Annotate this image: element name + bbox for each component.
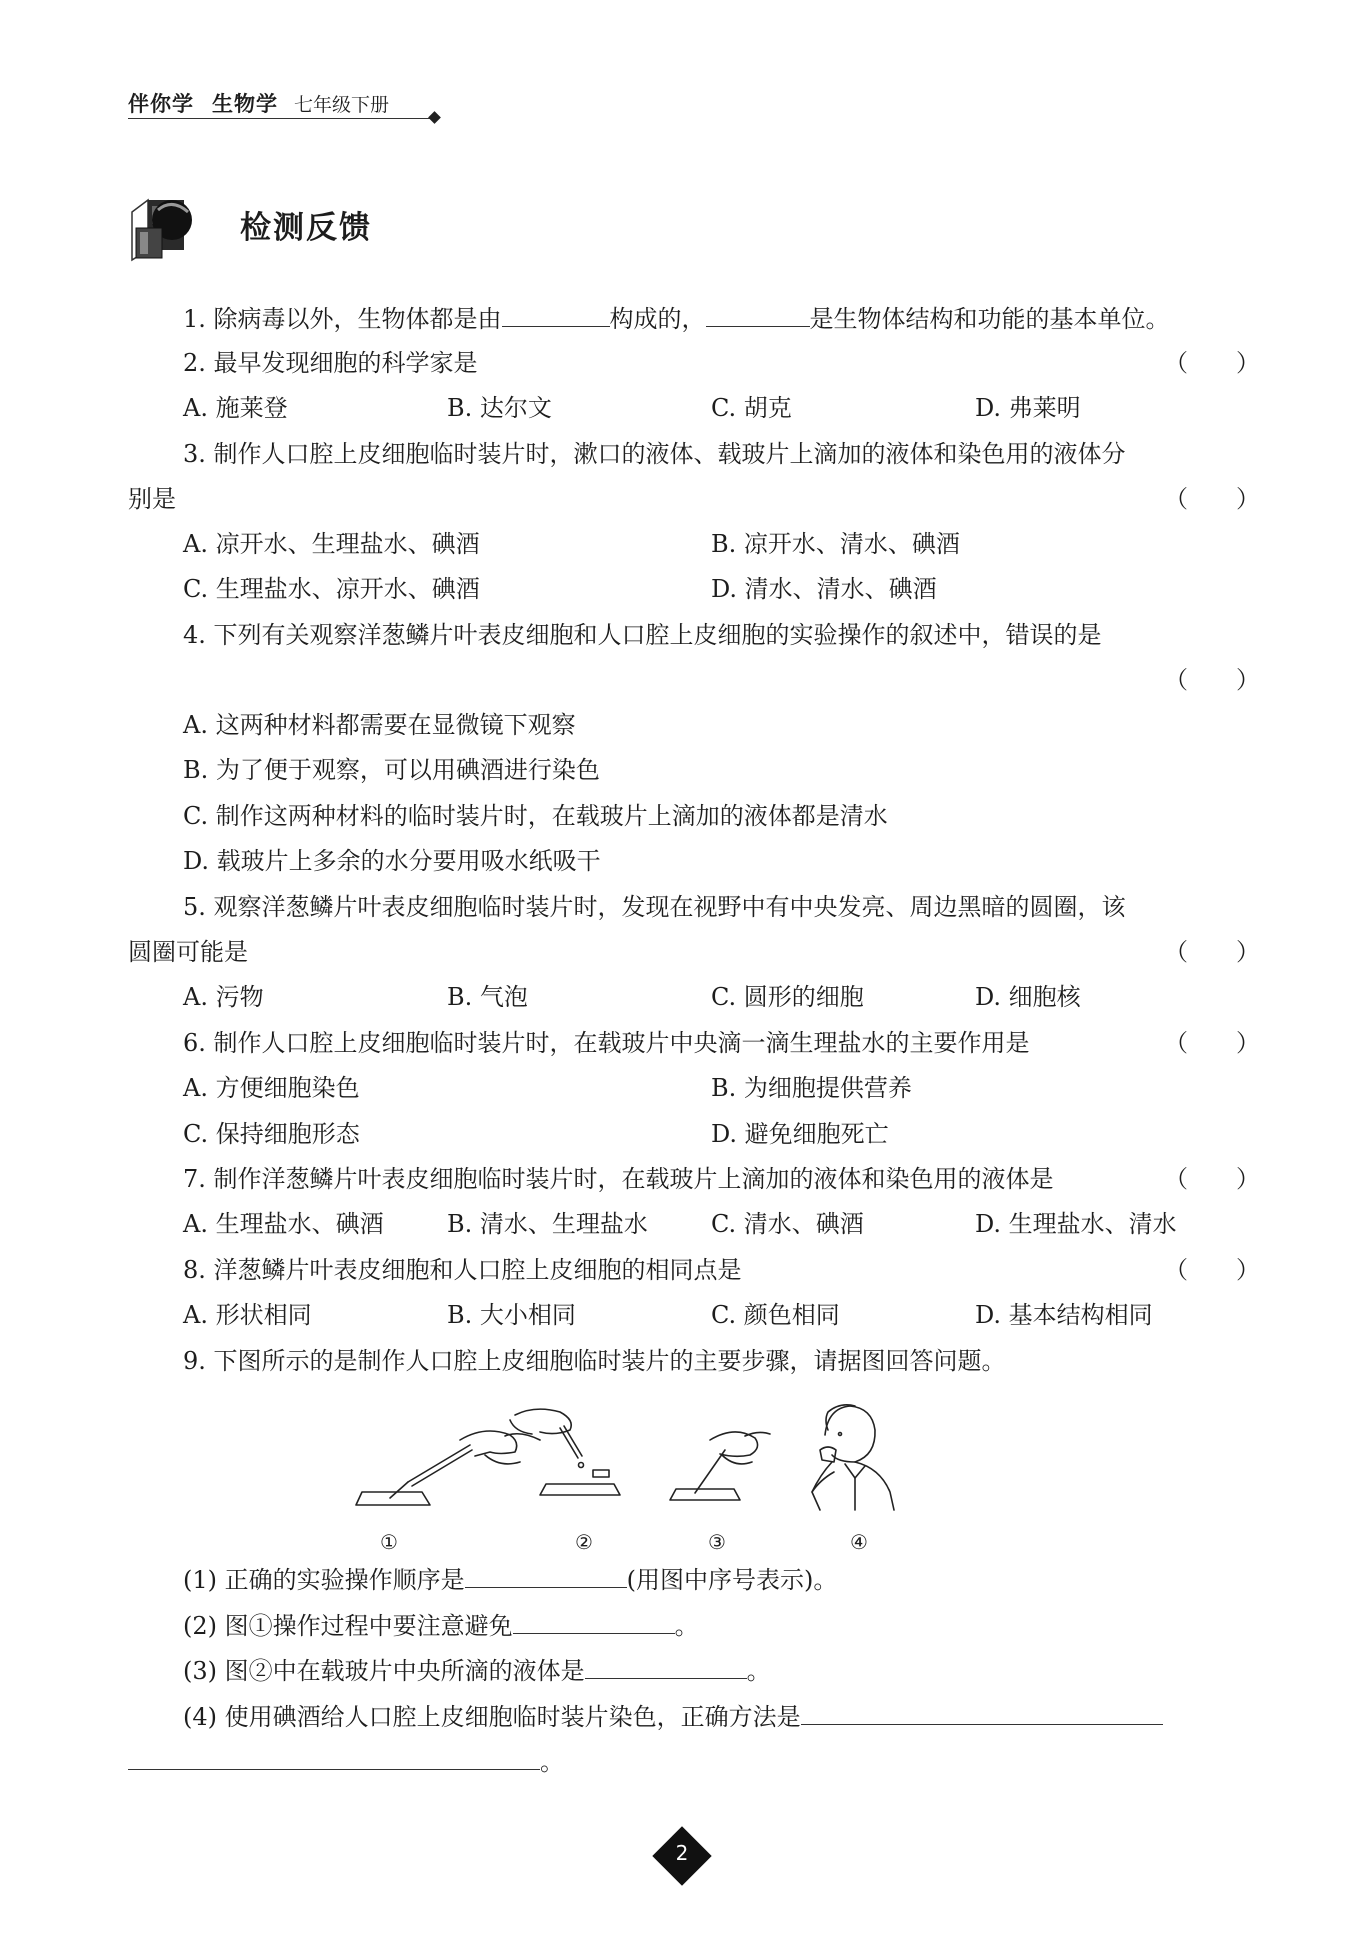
header-rule	[128, 118, 434, 119]
q2-option-a[interactable]: A. 施莱登	[183, 394, 288, 422]
q9-sub2-text: (2) 图①操作过程中要注意避免	[183, 1612, 513, 1640]
q9-sub2-tail: 。	[674, 1612, 699, 1640]
q7-answer-paren[interactable]: （ ）	[1164, 1165, 1260, 1193]
section-title: 检测反馈	[240, 210, 372, 246]
q3-option-a[interactable]: A. 凉开水、生理盐水、碘酒	[183, 530, 480, 558]
step-label-3: ③	[708, 1530, 726, 1554]
q1-text-a: 1. 除病毒以外，生物体都是由	[183, 305, 502, 333]
q4-option-c[interactable]: C. 制作这两种材料的临时装片时，在载玻片上滴加的液体都是清水	[183, 802, 888, 830]
step-label-4: ④	[850, 1530, 868, 1554]
question-6-stem: 6. 制作人口腔上皮细胞临时装片时，在载玻片中央滴一滴生理盐水的主要作用是	[183, 1029, 1030, 1057]
q7-option-a[interactable]: A. 生理盐水、碘酒	[183, 1210, 384, 1238]
q8-option-a[interactable]: A. 形状相同	[183, 1301, 312, 1329]
q9-sub-1	[183, 1563, 837, 1596]
q3-option-c[interactable]: C. 生理盐水、凉开水、碘酒	[183, 575, 480, 603]
q1-text-b: 构成的，	[609, 305, 706, 333]
series-name: 伴你学	[128, 92, 194, 116]
q2-option-b[interactable]: B. 达尔文	[447, 394, 552, 422]
q8-option-d[interactable]: D. 基本结构相同	[975, 1301, 1153, 1329]
q9-sub1-text: (1) 正确的实验操作顺序是	[183, 1566, 465, 1594]
q4-option-b[interactable]: B. 为了便于观察，可以用碘酒进行染色	[183, 756, 600, 784]
q6-option-c[interactable]: C. 保持细胞形态	[183, 1120, 360, 1148]
running-header	[128, 88, 438, 122]
q8-option-c[interactable]: C. 颜色相同	[711, 1301, 840, 1329]
grade-volume: 七年级下册	[294, 94, 390, 116]
q5-option-d[interactable]: D. 细胞核	[975, 983, 1081, 1011]
question-4-stem: 4. 下列有关观察洋葱鳞片叶表皮细胞和人口腔上皮细胞的实验操作的叙述中，错误的是	[183, 621, 1102, 649]
question-7-stem: 7. 制作洋葱鳞片叶表皮细胞临时装片时，在载玻片上滴加的液体和染色用的液体是	[183, 1165, 1054, 1193]
q9-figure-drawing	[350, 1400, 1030, 1530]
q9-sub4-tail: 。	[540, 1748, 564, 1776]
q7-option-b[interactable]: B. 清水、生理盐水	[447, 1210, 648, 1238]
q9-sub-4-cont	[128, 1745, 564, 1778]
q8-answer-paren[interactable]: （ ）	[1164, 1256, 1260, 1284]
question-1	[183, 302, 1170, 335]
page-number: 2	[675, 1841, 689, 1865]
step-label-1: ①	[380, 1530, 398, 1554]
q5-option-b[interactable]: B. 气泡	[447, 983, 528, 1011]
q4-answer-paren[interactable]: （ ）	[1164, 666, 1260, 694]
q9-sub2-blank[interactable]	[513, 1609, 675, 1634]
q9-sub4-blank-a[interactable]	[801, 1700, 1163, 1725]
q9-sub3-blank[interactable]	[585, 1654, 747, 1679]
q2-answer-paren[interactable]: （ ）	[1164, 349, 1260, 377]
q2-option-c[interactable]: C. 胡克	[711, 394, 792, 422]
question-5-stem-line2: 圆圈可能是	[128, 938, 248, 966]
q9-sub-4	[183, 1700, 1163, 1733]
q9-sub-3	[183, 1654, 771, 1687]
q9-sub1-tail: (用图中序号表示)。	[626, 1566, 838, 1594]
q4-option-a[interactable]: A. 这两种材料都需要在显微镜下观察	[183, 711, 576, 739]
q9-sub4-text: (4) 使用碘酒给人口腔上皮细胞临时装片染色，正确方法是	[183, 1703, 801, 1731]
q7-option-d[interactable]: D. 生理盐水、清水	[975, 1210, 1177, 1238]
question-9-stem: 9. 下图所示的是制作人口腔上皮细胞临时装片的主要步骤，请据图回答问题。	[183, 1347, 1006, 1375]
q1-text-c: 是生物体结构和功能的基本单位。	[809, 305, 1170, 333]
q6-option-b[interactable]: B. 为细胞提供营养	[711, 1074, 912, 1102]
q9-sub1-blank[interactable]	[465, 1563, 627, 1588]
q9-sub4-blank-b[interactable]	[128, 1745, 540, 1770]
q5-option-a[interactable]: A. 污物	[183, 983, 264, 1011]
q3-option-b[interactable]: B. 凉开水、清水、碘酒	[711, 530, 960, 558]
q1-blank-1[interactable]	[502, 302, 610, 327]
q5-answer-paren[interactable]: （ ）	[1164, 938, 1260, 966]
step-label-2: ②	[575, 1530, 593, 1554]
q7-option-c[interactable]: C. 清水、碘酒	[711, 1210, 864, 1238]
q6-answer-paren[interactable]: （ ）	[1164, 1029, 1260, 1057]
q6-option-a[interactable]: A. 方便细胞染色	[183, 1074, 360, 1102]
q8-option-b[interactable]: B. 大小相同	[447, 1301, 576, 1329]
q1-blank-2[interactable]	[706, 302, 810, 327]
q3-answer-paren[interactable]: （ ）	[1164, 485, 1260, 513]
q9-figure-steps	[350, 1400, 1030, 1555]
q6-option-d[interactable]: D. 避免细胞死亡	[711, 1120, 889, 1148]
question-8-stem: 8. 洋葱鳞片叶表皮细胞和人口腔上皮细胞的相同点是	[183, 1256, 742, 1284]
q9-sub3-text: (3) 图②中在载玻片中央所滴的液体是	[183, 1657, 585, 1685]
subject-name: 生物学	[212, 92, 278, 116]
question-3-stem-line1: 3. 制作人口腔上皮细胞临时装片时，漱口的液体、载玻片上滴加的液体和染色用的液体分	[183, 440, 1126, 468]
q9-sub3-tail: 。	[746, 1657, 771, 1685]
question-5-stem-line1: 5. 观察洋葱鳞片叶表皮细胞临时装片时，发现在视野中有中央发亮、周边黑暗的圆圈，该	[183, 893, 1126, 921]
q4-option-d[interactable]: D. 载玻片上多余的水分要用吸水纸吸干	[183, 847, 601, 875]
question-3-stem-line2: 别是	[128, 485, 176, 513]
step1-slide	[356, 1492, 430, 1505]
q3-option-d[interactable]: D. 清水、清水、碘酒	[711, 575, 937, 603]
section-cube-icon	[128, 188, 200, 262]
q5-option-c[interactable]: C. 圆形的细胞	[711, 983, 864, 1011]
q9-sub-2	[183, 1609, 699, 1642]
question-2-stem: 2. 最早发现细胞的科学家是	[183, 349, 478, 377]
q2-option-d[interactable]: D. 弗莱明	[975, 394, 1081, 422]
